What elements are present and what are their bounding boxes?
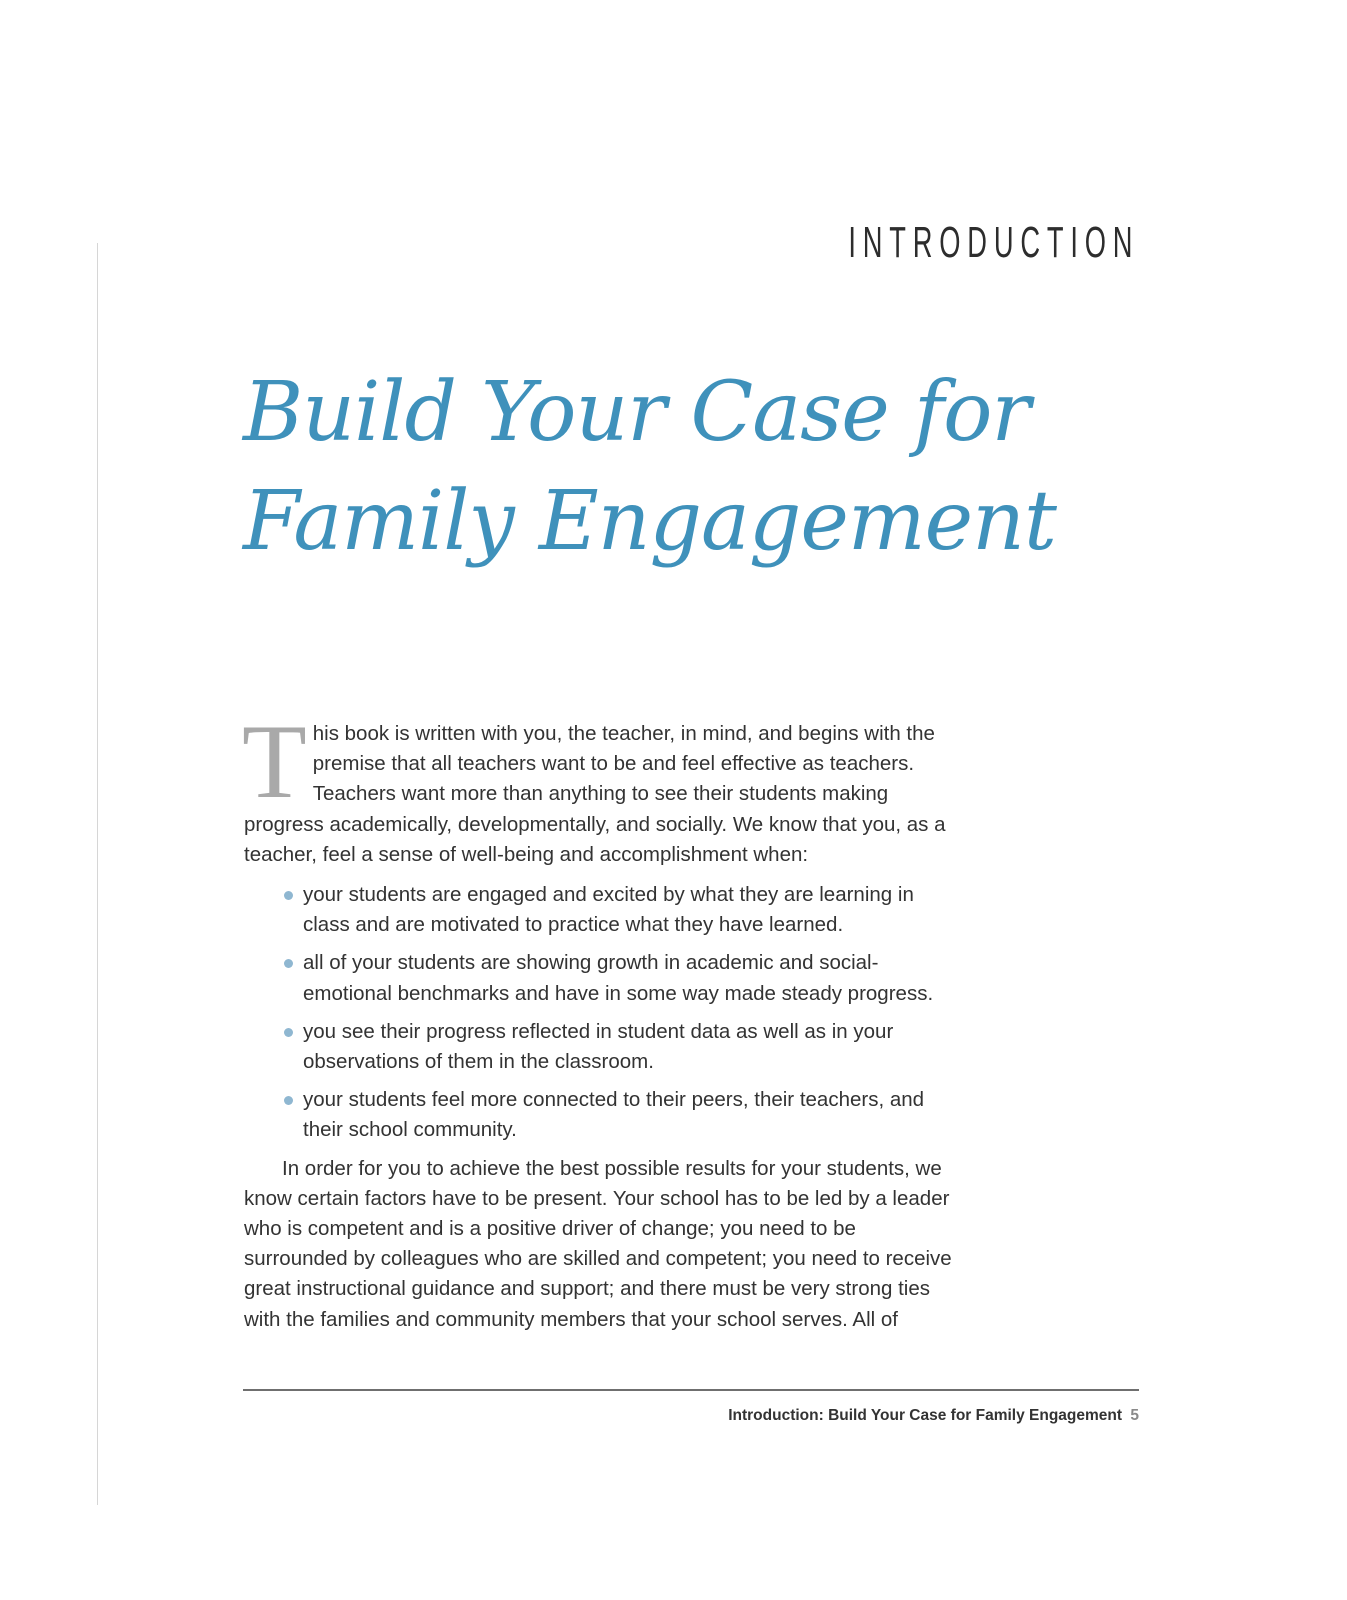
- bullet-dot-icon: [284, 891, 293, 900]
- page-binding-edge: [97, 243, 98, 1505]
- page-number: 5: [1130, 1407, 1139, 1424]
- bullet-dot-icon: [284, 1028, 293, 1037]
- list-item-text: all of your students are showing growth in academic and social-emotional benchmarks and have in some way made steady progress.: [303, 951, 934, 1005]
- drop-cap: T: [242, 703, 307, 820]
- chapter-title: [243, 358, 1056, 576]
- bullet-list: [244, 880, 964, 1146]
- list-item: [303, 948, 964, 1008]
- list-item: [303, 1085, 964, 1145]
- footer-divider: [243, 1389, 1139, 1391]
- list-item: [303, 1017, 964, 1077]
- list-item-text: your students feel more connected to their peers, their teachers, and their school community.: [303, 1088, 925, 1142]
- intro-paragraph-text: his book is written with you, the teacher, in mind, and begins with the premise that all teachers want to be and feel effective as teachers. Teachers want more than anything to see their students making progress academically, developmentally, and socially. We know that you, as a teacher, feel a sense of well-being and accomplishment when:: [244, 722, 946, 866]
- bullet-dot-icon: [284, 959, 293, 968]
- list-item-text: you see their progress reflected in student data as well as in your observations of them in the classroom.: [303, 1019, 894, 1074]
- chapter-title-line-1: Build Your Case for: [243, 365, 1030, 460]
- running-footer: [728, 1407, 1139, 1425]
- list-item-text: your students are engaged and excited by what they are learning in class and are motivated to practice what they have learned.: [303, 883, 914, 937]
- body-paragraph: In order for you to achieve the best possible results for your students, we know certain factors have to be present. Your school has to be led by a leader who is competent and is a positive driver of change; you need to be surrounded by colleagues who are skilled and competent; you need to receive great instructional guidance and support; and there must be very strong ties with the families and community members that your school serves. All of: [244, 1156, 952, 1331]
- chapter-title-line-2: Family Engagement: [243, 474, 1056, 569]
- bullet-dot-icon: [284, 1096, 293, 1105]
- running-title: Introduction: Build Your Case for Family Engagement: [728, 1407, 1123, 1424]
- intro-paragraph: [242, 703, 964, 870]
- list-item: [303, 880, 964, 940]
- chapter-label: INTRODUCTION: [848, 218, 1139, 267]
- body-text: [242, 703, 964, 1335]
